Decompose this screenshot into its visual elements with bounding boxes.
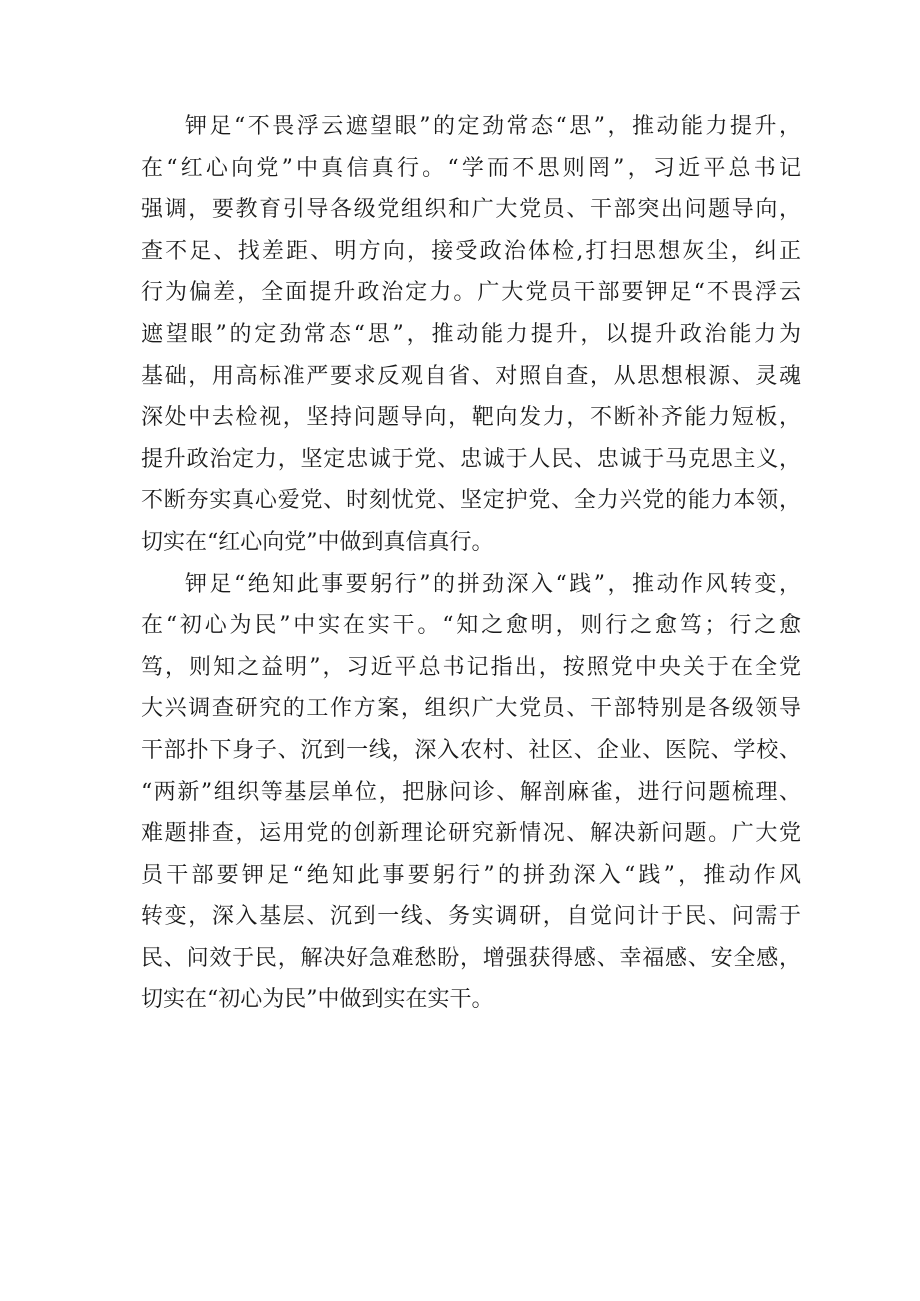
text-line: 深处中去检视，坚持问题导向，靶向发力，不断补齐能力短板， [141,405,801,431]
paragraph-2 [141,564,801,1022]
text-line: 在“红心向党”中真信真行。“学而不思则罔”，习近平总书记 [141,155,801,181]
text-line: 员干部要钾足“绝知此事要躬行”的拼劲深入“践”，推动作风 [141,862,801,888]
text-line: 钾足“不畏浮云遮望眼”的定劲常态“思”，推动能力提升， [185,114,801,139]
text-line: 切实在“初心为民”中做到实在实干。 [141,987,494,1013]
text-line: 强调，要教育引导各级党组织和广大党员、干部突出问题导向， [141,197,801,223]
text-line: 切实在“红心向党”中做到真信真行。 [141,529,494,555]
paragraph-1 [141,106,801,564]
text-line: 干部扑下身子、沉到一线，深入农村、社区、企业、医院、学校、 [141,737,801,763]
text-line: 笃，则知之益明”，习近平总书记指出，按照党中央关于在全党 [141,654,801,680]
text-line: 基础，用高标准严要求反观自省、对照自查，从思想根源、灵魂 [141,363,801,389]
text-line: 不断夯实真心爱党、时刻忧党、坚定护党、全力兴党的能力本领， [141,488,801,514]
text-line: 遮望眼”的定劲常态“思”，推动能力提升，以提升政治能力为 [141,321,801,347]
text-line: 难题排查，运用党的创新理论研究新情况、解决新问题。广大党 [141,821,801,847]
text-line: 大兴调查研究的工作方案，组织广大党员、干部特别是各级领导 [141,696,801,722]
body-text [141,106,801,1021]
text-line: 民、问效于民，解决好急难愁盼，增强获得感、幸福感、安全感， [141,945,801,971]
text-line: 转变，深入基层、沉到一线、务实调研，自觉问计于民、问需于 [141,904,801,930]
text-line: 提升政治定力，坚定忠诚于党、忠诚于人民、忠诚于马克思主义， [141,446,801,472]
text-line: “两新”组织等基层单位，把脉问诊、解剖麻雀，进行问题梳理、 [141,779,801,805]
text-line: 钾足“绝知此事要躬行”的拼劲深入“践”，推动作风转变， [185,571,801,597]
text-line: 查不足、找差距、明方向，接受政治体检,打扫思想灰尘，纠正 [141,238,801,264]
text-line: 行为偏差，全面提升政治定力。广大党员干部要钾足“不畏浮云 [141,280,801,306]
text-line: 在“初心为民”中实在实干。“知之愈明，则行之愈笃；行之愈 [141,613,801,639]
